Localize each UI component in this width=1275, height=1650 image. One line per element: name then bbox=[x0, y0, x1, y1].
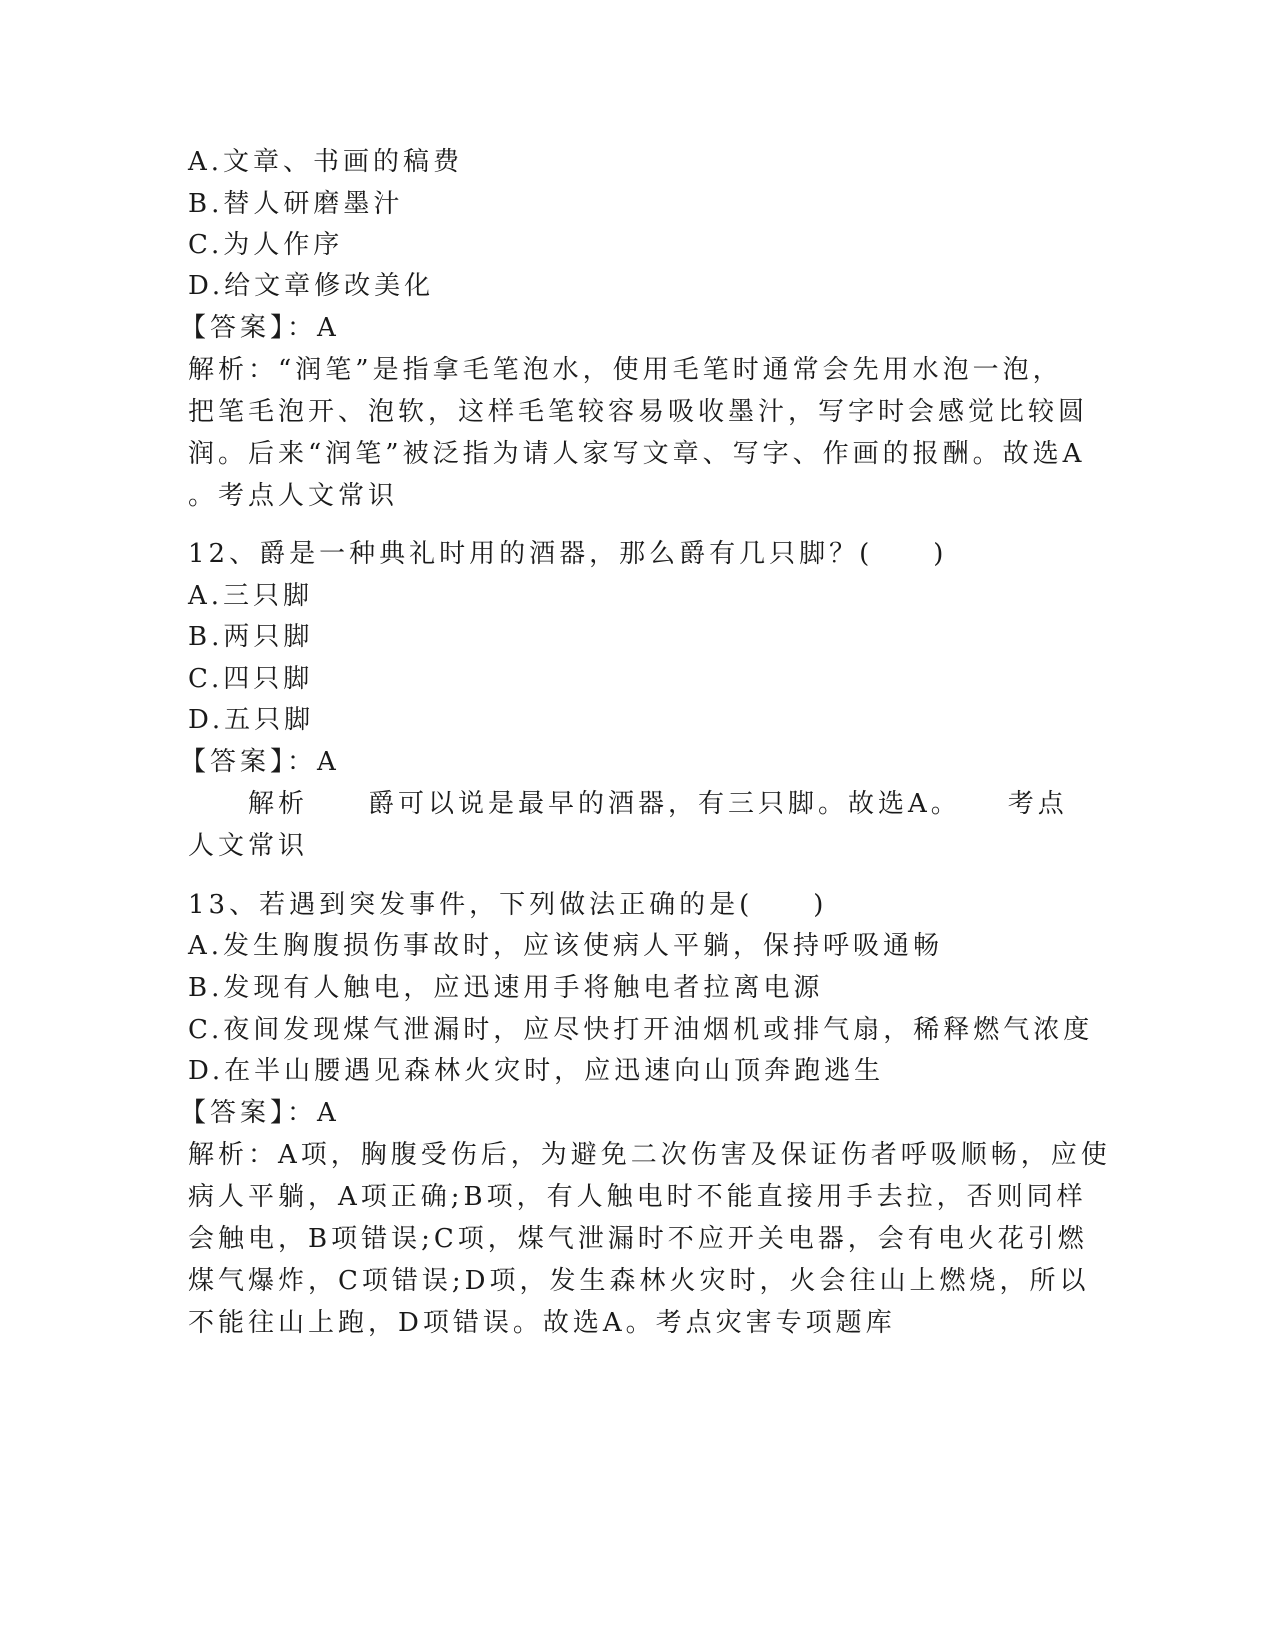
q12-option-b: B.两只脚 bbox=[188, 622, 314, 652]
q11-option-d: D.给文章修改美化 bbox=[188, 271, 435, 301]
q13-analysis-line-1: 解析：A项，胸腹受伤后，为避免二次伤害及保证伤者呼吸顺畅，应使 bbox=[188, 1140, 1111, 1170]
q11-option-b: B.替人研磨墨汁 bbox=[188, 189, 404, 219]
q13-analysis-line-3: 会触电，B项错误;C项，煤气泄漏时不应开关电器，会有电火花引燃 bbox=[188, 1224, 1088, 1254]
q13-analysis-line-4: 煤气爆炸，C项错误;D项，发生森林火灾时，火会往山上燃烧，所以 bbox=[188, 1266, 1090, 1296]
q13-analysis-line-2: 病人平躺，A项正确;B项，有人触电时不能直接用手去拉，否则同样 bbox=[188, 1182, 1087, 1212]
q13-option-c: C.夜间发现煤气泄漏时，应尽快打开油烟机或排气扇，稀释燃气浓度 bbox=[188, 1015, 1094, 1045]
q11-analysis-line-2: 把笔毛泡开、泡软，这样毛笔较容易吸收墨汁，写字时会感觉比较圆 bbox=[188, 397, 1089, 427]
q12-question: 12、爵是一种典礼时用的酒器，那么爵有几只脚？( ) bbox=[188, 539, 948, 569]
q13-option-d: D.在半山腰遇见森林火灾时，应迅速向山顶奔跑逃生 bbox=[188, 1056, 885, 1086]
q12-option-a: A.三只脚 bbox=[188, 581, 314, 611]
q11-option-c: C.为人作序 bbox=[188, 230, 344, 260]
q13-answer: 【答案】：A bbox=[180, 1098, 340, 1128]
q11-answer: 【答案】：A bbox=[180, 313, 340, 343]
q13-option-a: A.发生胸腹损伤事故时，应该使病人平躺，保持呼吸通畅 bbox=[188, 931, 944, 961]
q11-analysis-line-3: 润。后来“润笔”被泛指为请人家写文章、写字、作画的报酬。故选A bbox=[188, 439, 1086, 469]
q11-option-a: A.文章、书画的稿费 bbox=[188, 147, 464, 177]
q11-analysis-line-4: 。考点人文常识 bbox=[188, 481, 399, 511]
q12-option-c: C.四只脚 bbox=[188, 664, 314, 694]
q12-answer: 【答案】：A bbox=[180, 747, 340, 777]
q12-analysis-line-1: 解析 爵可以说是最早的酒器，有三只脚。故选A。 考点 bbox=[188, 789, 1068, 819]
q13-analysis-line-5: 不能往山上跑，D项错误。故选A。考点灾害专项题库 bbox=[188, 1308, 896, 1338]
q13-question: 13、若遇到突发事件，下列做法正确的是( ) bbox=[188, 890, 828, 920]
q12-option-d: D.五只脚 bbox=[188, 705, 315, 735]
q11-analysis-line-1: 解析：“润笔”是指拿毛笔泡水，使用毛笔时通常会先用水泡一泡， bbox=[188, 355, 1063, 385]
q13-option-b: B.发现有人触电，应迅速用手将触电者拉离电源 bbox=[188, 973, 824, 1003]
q12-analysis-line-2: 人文常识 bbox=[188, 831, 309, 861]
